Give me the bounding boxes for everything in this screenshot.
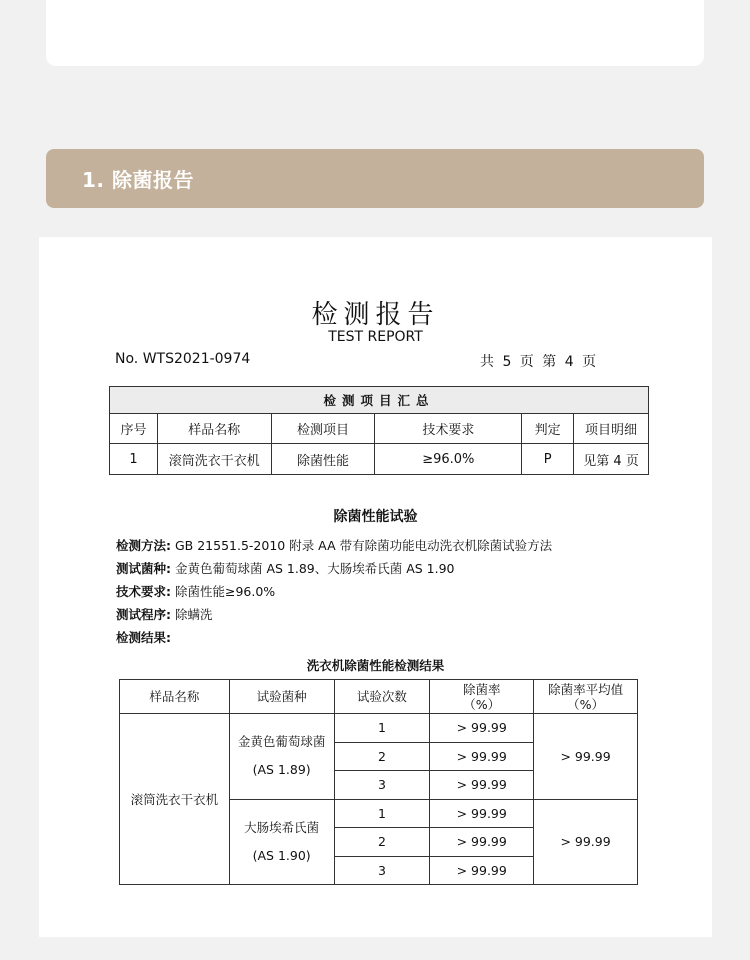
info-label: 测试菌种: bbox=[116, 561, 171, 576]
results-header bbox=[534, 680, 638, 714]
info-method bbox=[116, 536, 552, 554]
info-procedure bbox=[116, 605, 213, 623]
info-value: 金黄色葡萄球菌 AS 1.89、大肠埃希氏菌 AS 1.90 bbox=[174, 561, 455, 576]
trial-number: 3 bbox=[334, 856, 430, 885]
info-strains bbox=[116, 559, 455, 577]
previous-card bbox=[46, 0, 704, 66]
results-header: 样品名称 bbox=[120, 680, 230, 714]
test-report-document bbox=[39, 237, 712, 937]
section-title-text: 除菌报告 bbox=[111, 168, 194, 192]
strain-code: (AS 1.90) bbox=[252, 847, 311, 863]
trial-number: 1 bbox=[334, 714, 430, 743]
info-label: 检测方法: bbox=[116, 538, 171, 553]
test-section-title: 除菌性能试验 bbox=[333, 509, 418, 525]
summary-cell: 除菌性能 bbox=[271, 444, 375, 475]
page-info: 共 5 页 第 4 页 bbox=[480, 354, 599, 370]
report-title: 检测报告 bbox=[311, 300, 440, 330]
trial-rate: > 99.99 bbox=[430, 742, 534, 771]
trial-rate: > 99.99 bbox=[430, 856, 534, 885]
average-rate: > 99.99 bbox=[534, 714, 638, 800]
results-header-line: 除菌率平均值 bbox=[548, 681, 624, 697]
trial-rate: > 99.99 bbox=[430, 714, 534, 743]
summary-header: 技术要求 bbox=[375, 414, 522, 444]
summary-caption: 检测项目汇总 bbox=[110, 387, 649, 414]
info-value: GB 21551.5-2010 附录 AA 带有除菌功能电动洗衣机除菌试验方法 bbox=[174, 538, 553, 553]
results-header-line: （%） bbox=[567, 696, 605, 712]
info-result bbox=[116, 628, 171, 646]
summary-cell: 见第 4 页 bbox=[574, 444, 649, 475]
strain-cell bbox=[229, 799, 334, 885]
table-row bbox=[120, 714, 638, 743]
results-table bbox=[119, 679, 638, 885]
summary-cell: 滚筒洗衣干衣机 bbox=[157, 444, 271, 475]
strain-cell bbox=[229, 714, 334, 800]
strain-name: 金黄色葡萄球菌 bbox=[237, 734, 326, 750]
section-header bbox=[46, 149, 704, 208]
summary-header: 样品名称 bbox=[157, 414, 271, 444]
info-label: 检测结果: bbox=[116, 630, 171, 645]
results-header-line: 除菌率 bbox=[462, 681, 501, 697]
trial-number: 3 bbox=[334, 771, 430, 800]
results-header: 试验菌种 bbox=[229, 680, 334, 714]
trial-rate: > 99.99 bbox=[430, 771, 534, 800]
trial-number: 2 bbox=[334, 828, 430, 857]
table-row bbox=[110, 444, 649, 475]
results-header: 试验次数 bbox=[334, 680, 430, 714]
trial-rate: > 99.99 bbox=[430, 828, 534, 857]
strain-code: (AS 1.89) bbox=[252, 762, 311, 778]
results-header bbox=[430, 680, 534, 714]
summary-cell: ≥96.0% bbox=[375, 444, 522, 475]
summary-header: 检测项目 bbox=[271, 414, 375, 444]
trial-number: 2 bbox=[334, 742, 430, 771]
summary-table bbox=[109, 386, 649, 475]
info-value: 除螨洗 bbox=[174, 607, 213, 622]
report-subtitle: TEST REPORT bbox=[328, 329, 423, 345]
summary-cell: 1 bbox=[110, 444, 158, 475]
summary-header: 判定 bbox=[522, 414, 574, 444]
results-header-line: （%） bbox=[463, 696, 501, 712]
summary-header: 项目明细 bbox=[574, 414, 649, 444]
results-table-title: 洗衣机除菌性能检测结果 bbox=[306, 658, 445, 673]
trial-rate: > 99.99 bbox=[430, 799, 534, 828]
info-label: 测试程序: bbox=[116, 607, 171, 622]
info-value: 除菌性能≥96.0% bbox=[174, 584, 276, 599]
info-label: 技术要求: bbox=[116, 584, 171, 599]
section-title bbox=[82, 164, 194, 193]
strain-name: 大肠埃希氏菌 bbox=[244, 819, 320, 835]
summary-header: 序号 bbox=[110, 414, 158, 444]
info-requirement bbox=[116, 582, 275, 600]
sample-name-cell: 滚筒洗衣干衣机 bbox=[120, 714, 230, 885]
trial-number: 1 bbox=[334, 799, 430, 828]
summary-cell: P bbox=[522, 444, 574, 475]
report-number: No. WTS2021-0974 bbox=[115, 351, 251, 367]
average-rate: > 99.99 bbox=[534, 799, 638, 885]
section-number: 1. bbox=[82, 168, 105, 192]
